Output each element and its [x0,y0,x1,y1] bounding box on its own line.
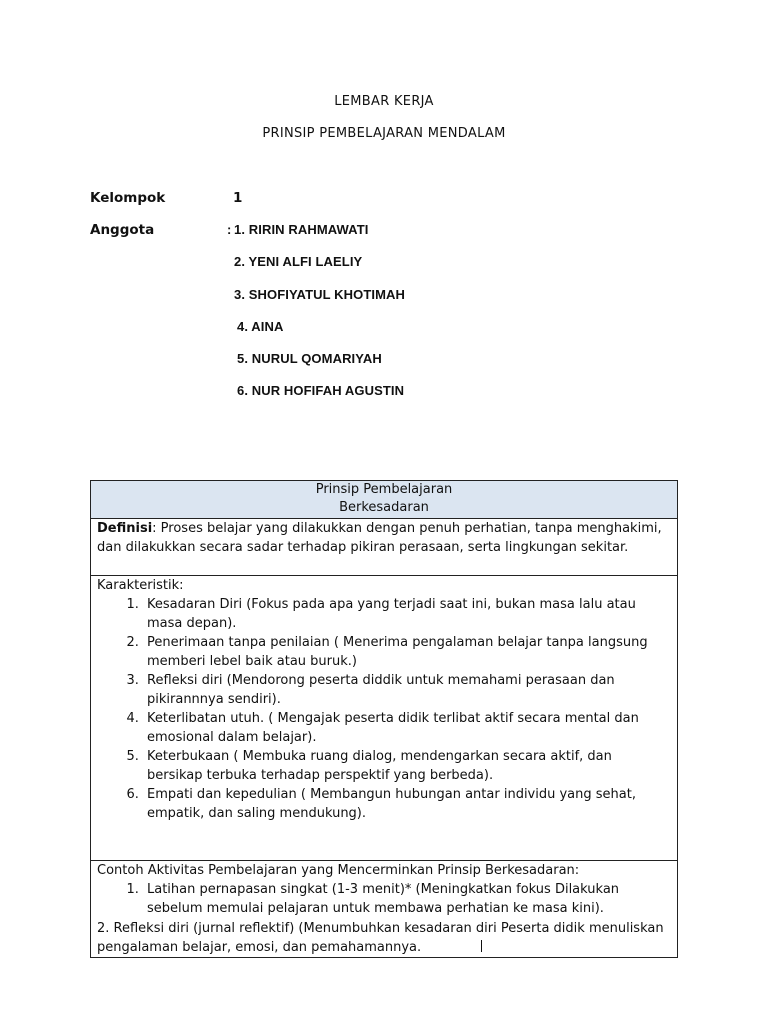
definisi-cell [91,519,678,576]
list-item: 6. Empati dan kepedulian ( Membangun hubungan antar individu yang sehat, empatik, dan saling mendukung). [143,785,671,823]
kelompok-value: 1 [233,190,243,206]
doc-subtitle: PRINSIP PEMBELAJARAN MENDALAM [262,126,506,141]
member-6: 6. NUR HOFIFAH AGUSTIN [237,383,405,398]
member-1: 1. RIRIN RAHMAWATI [234,222,369,237]
definisi-text: : Proses belajar yang dilakukkan dengan penuh perhatian, tanpa menghakimi, dan dilakukkan secara sadar terhadap pikiran perasaan, serta lingkungan sekitar. [97,521,662,555]
list-item: 1. Kesadaran Diri (Fokus pada apa yang terjadi saat ini, bukan masa lalu atau masa depan). [143,595,671,633]
member-4: 4. AINA [237,319,284,334]
contoh-item-2 [97,919,671,957]
contoh-cell [91,861,678,958]
definisi-label: Definisi [97,521,153,536]
principle-table [90,480,678,958]
karakteristik-list [97,595,671,823]
contoh-list [97,880,671,918]
list-item: 1. Latihan pernapasan singkat (1-3 menit)* (Meningkatkan fokus Dilakukan sebelum memulai pelajaran untuk membawa perhatian ke masa kini). [143,880,671,918]
contoh-label: Contoh Aktivitas Pembelajaran yang Mencerminkan Prinsip Berkesadaran: [97,863,580,878]
table-header [91,481,678,519]
header-line-2: Berkesadaran [339,500,429,515]
member-5: 5. NURUL QOMARIYAH [237,351,382,366]
anggota-colon: : [227,222,232,237]
list-item: 5. Keterbukaan ( Membuka ruang dialog, mendengarkan secara aktif, dan bersikap terbuka terhadap perspektif yang berbeda). [143,747,671,785]
member-2: 2. YENI ALFI LAELIY [234,254,363,269]
member-3: 3. SHOFIYATUL KHOTIMAH [234,287,405,302]
text-cursor [481,940,482,952]
karakteristik-cell [91,576,678,861]
list-item: 4. Keterlibatan utuh. ( Mengajak peserta didik terlibat aktif secara mental dan emosional dalam belajar). [143,709,671,747]
header-line-1: Prinsip Pembelajaran [315,482,453,497]
kelompok-label: Kelompok [90,190,166,206]
karakteristik-label: Karakteristik: [97,578,184,593]
list-item: 3. Refleksi diri (Mendorong peserta diddik untuk memahami perasaan dan pikirannnya sendiri). [143,671,671,709]
anggota-label: Anggota [90,222,155,238]
contoh-item-2-text: 2. Refleksi diri (jurnal reflektif) (Menumbuhkan kesadaran diri Peserta didik menuliskan pengalaman belajar, emosi, dan pemahamannya. [97,921,664,955]
list-item: 2. Penerimaan tanpa penilaian ( Menerima pengalaman belajar tanpa langsung memberi lebel baik atau buruk.) [143,633,671,671]
doc-title: LEMBAR KERJA [334,94,434,109]
